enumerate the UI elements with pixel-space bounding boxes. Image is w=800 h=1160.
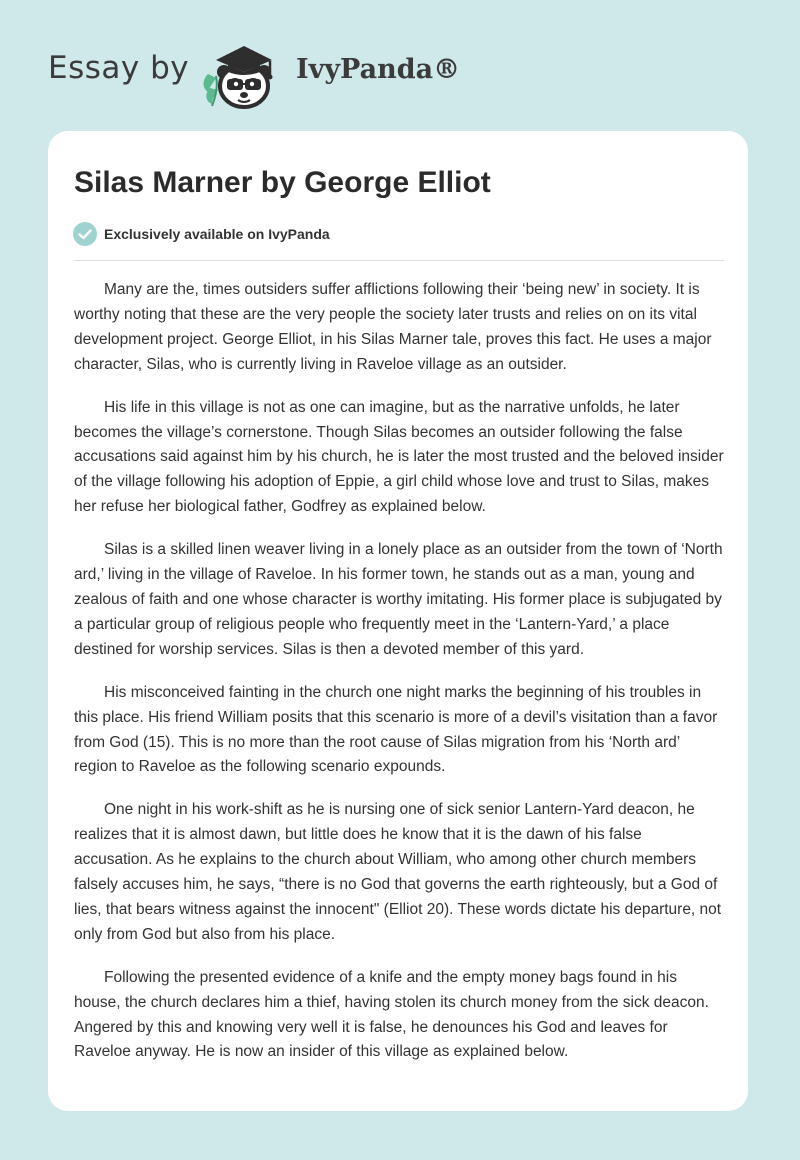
paragraph: Following the presented evidence of a knife and the empty money bags found in his house, the church declares him a thief, having stolen its church money from the sick deacon. Angered by this and knowing very well it is false, he denounces his God and leaves for Raveloe anyway. He is now an insider of this village as explained below. bbox=[74, 968, 709, 1061]
panda-logo-icon[interactable] bbox=[200, 36, 292, 110]
brand-name[interactable]: IvyPanda® bbox=[296, 54, 461, 85]
divider bbox=[74, 260, 724, 261]
paragraph: Silas is a skilled linen weaver living in a lonely place as an outsider from the town of ‘North ard,’ living in the village of Raveloe. In his former town, he stands out as a man, young and zealous of faith and one whose character is worthy imitating. His former place is subjugated by a particular group of religious people who frequently meet in the ‘Lantern-Yard,’ a place destined for worship services. Silas is then a devoted member of this yard. bbox=[74, 541, 723, 658]
paragraph: Many are the, times outsiders suffer afflictions following their ‘being new’ in society. It is worthy noting that these are the very people the society later trusts and relies on on its vital development project. George Elliot, in his Silas Marner tale, proves this fact. He uses a major character, Silas, who is currently living in Raveloe village as an outsider. bbox=[74, 281, 712, 373]
availability-badge bbox=[73, 222, 330, 246]
paragraph: His life in this village is not as one can imagine, but as the narrative unfolds, he later becomes the village’s cornerstone. Though Silas becomes an outsider following the false accusations said against him by his church, he is later the most trusted and the beloved insider of the village following his adoption of Eppie, a girl child whose love and trust to Silas, makes her refuse her biological father, Godfrey as explained below. bbox=[74, 398, 724, 516]
paragraph: One night in his work-shift as he is nursing one of sick senior Lantern-Yard deacon, he realizes that it is almost dawn, but little does he know that it is the dawn of his false accusation. As he explains to the church about William, who among other church members falsely accuses him, he says, “there is no God that governs the earth righteously, but a God of lies, that bears witness against the innocent" (Elliot 20). These words dictate his departure, not only from God but also from his place. bbox=[74, 801, 722, 943]
essay-card bbox=[48, 131, 748, 1111]
ivy-leaf-icon bbox=[204, 74, 219, 106]
check-circle-icon bbox=[73, 222, 97, 246]
paragraph: His misconceived fainting in the church one night marks the beginning of his troubles in this place. His friend William posits that this scenario is more of a devil’s visitation than a favor from God (15). This is no more than the root cause of Silas migration from his ‘North ard’ region to Raveloe as the following scenario expounds. bbox=[74, 683, 718, 776]
essay-by-label: Essay by bbox=[48, 50, 190, 86]
essay-body bbox=[74, 278, 724, 1083]
site-header bbox=[0, 0, 800, 128]
essay-title: Silas Marner by George Elliot bbox=[74, 166, 491, 199]
availability-label: Exclusively available on IvyPanda bbox=[104, 226, 330, 242]
